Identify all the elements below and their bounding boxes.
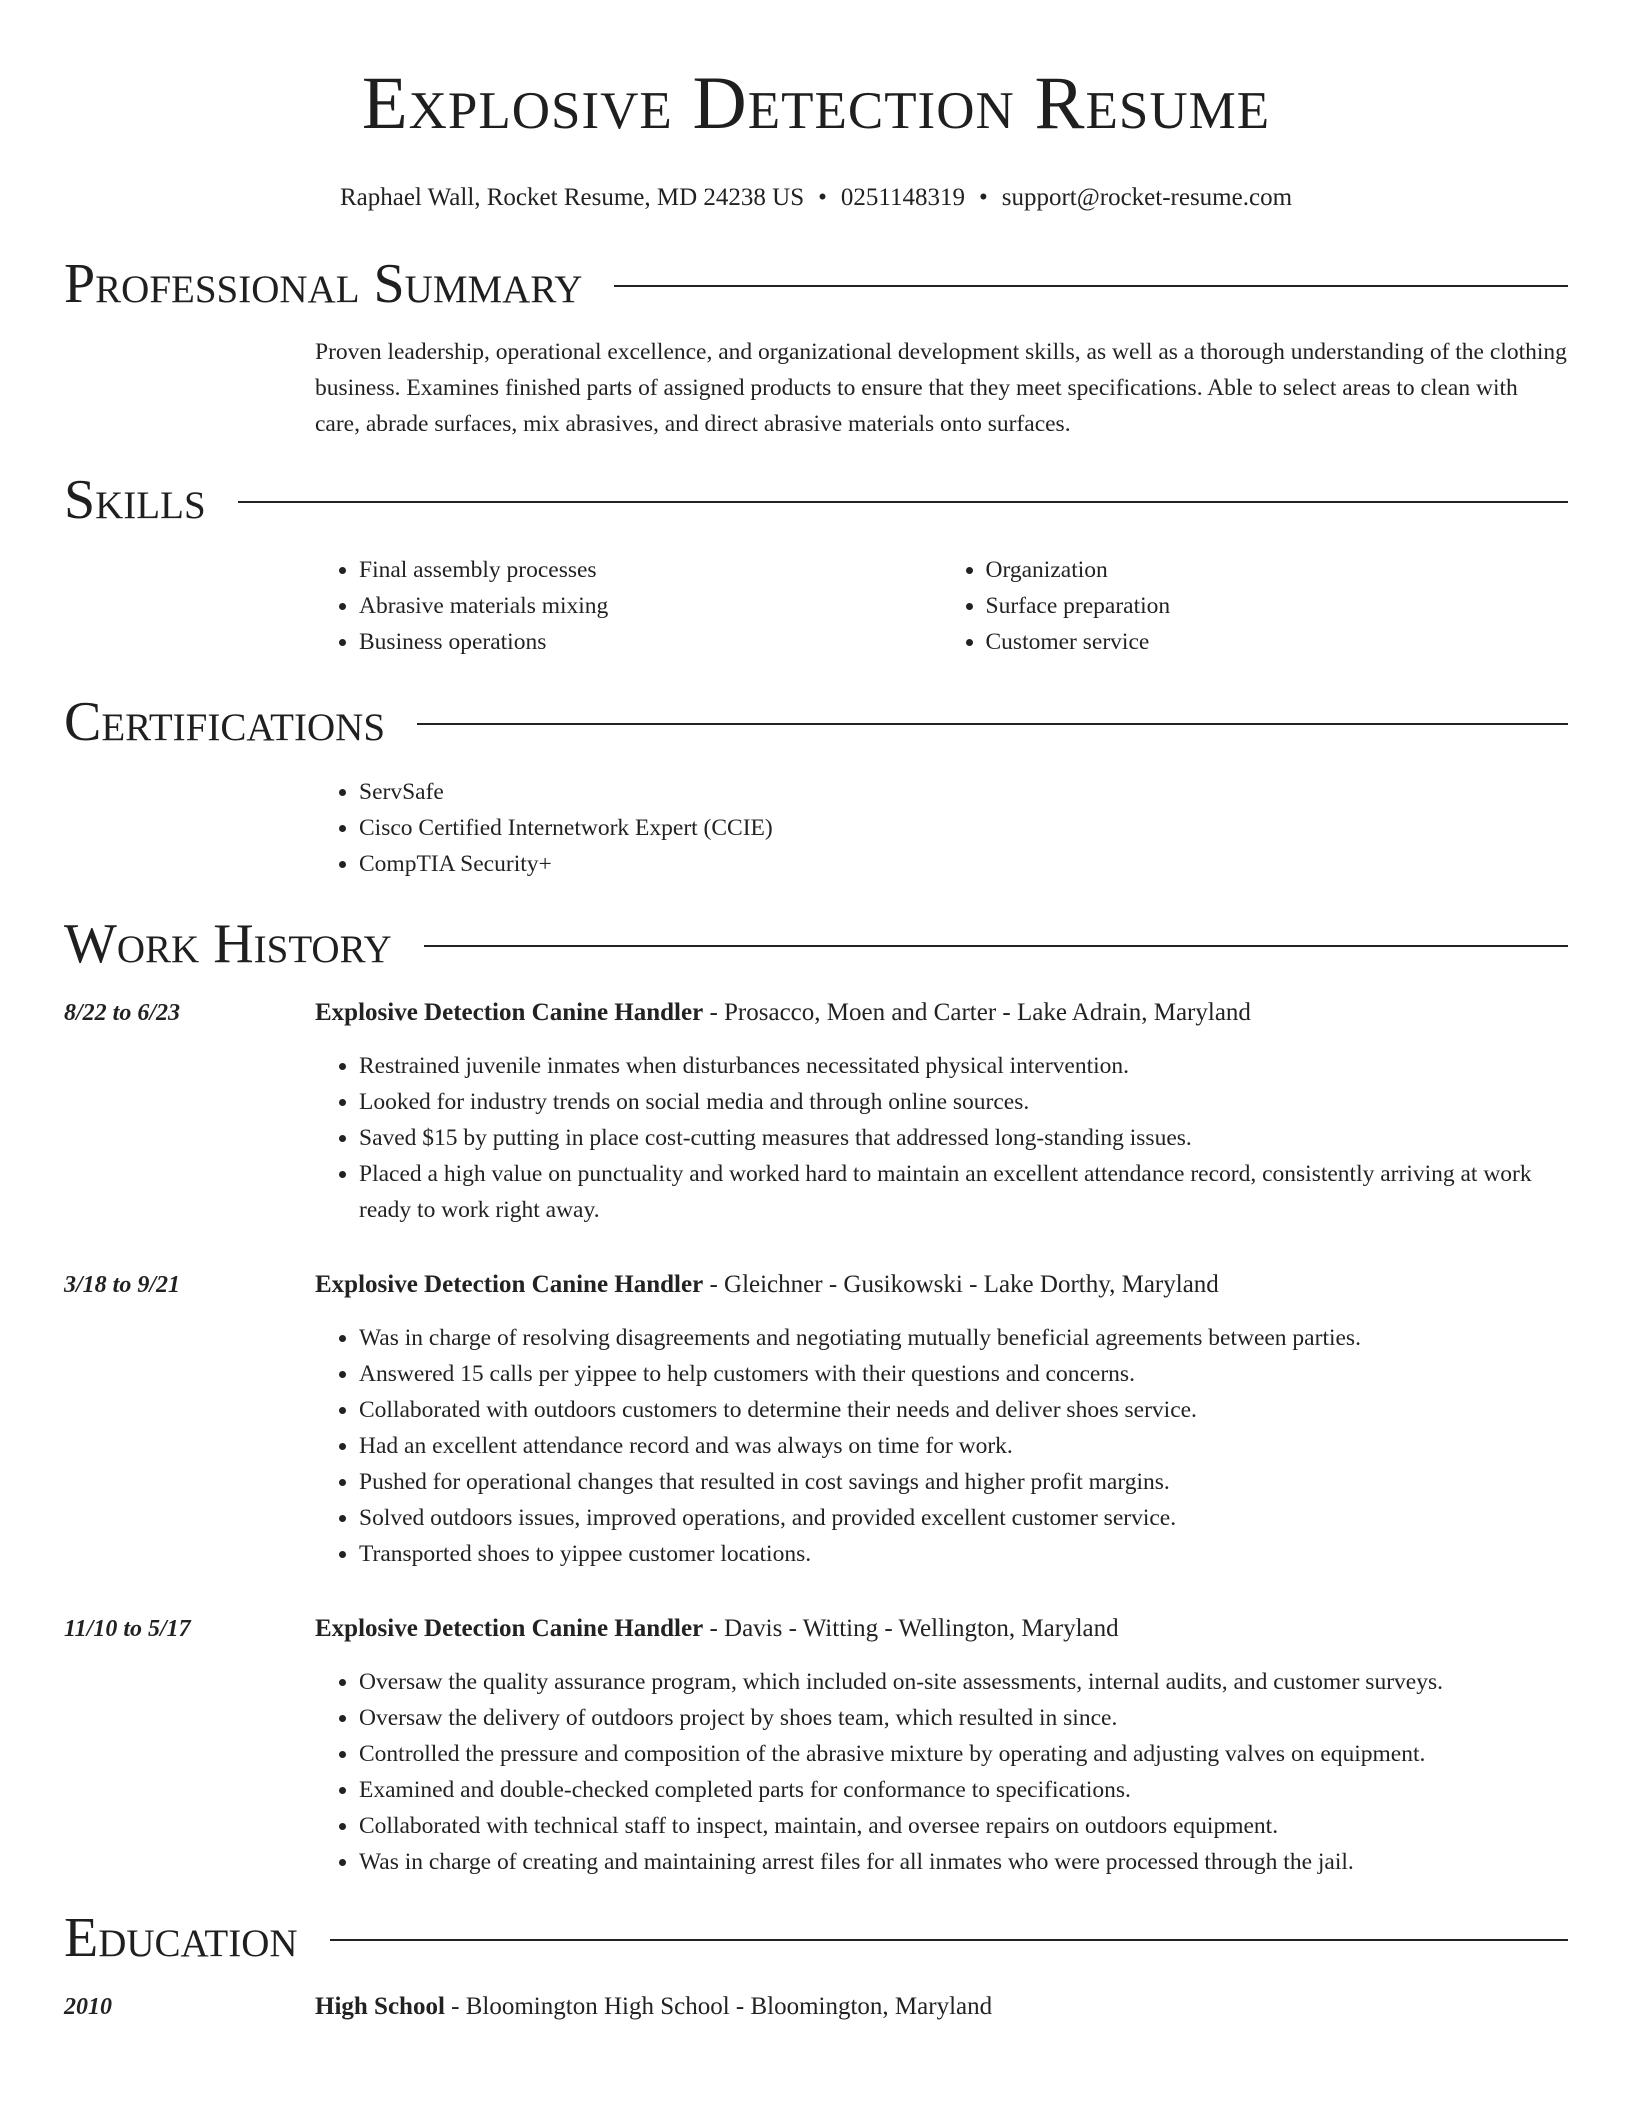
education-heading	[315, 1990, 992, 2024]
certifications-bullets	[315, 774, 1568, 882]
certifications-list	[315, 774, 1568, 882]
job-bullet: • Oversaw the delivery of outdoors project by shoes team, which resulted in since.	[359, 1700, 1568, 1736]
section-header	[64, 254, 1568, 314]
job-employer: - Gleichner - Gusikowski - Lake Dorthy, Maryland	[703, 1271, 1219, 1298]
section-divider	[424, 945, 1568, 947]
job-bullet: • Solved outdoors issues, improved operations, and provided excellent customer service.	[359, 1500, 1568, 1536]
certifications-section	[64, 692, 1568, 882]
job-bullet: • Oversaw the quality assurance program, which included on-site assessments, internal audits, and customer surveys.	[359, 1664, 1568, 1700]
contact-address: Raphael Wall, Rocket Resume, MD 24238 US	[339, 184, 805, 211]
job-title: Explosive Detection Canine Handler	[315, 1271, 704, 1298]
skill-item: • Business operations	[359, 624, 942, 660]
job-employer: - Prosacco, Moen and Carter - Lake Adrain, Maryland	[703, 999, 1251, 1026]
skills-column-right	[942, 552, 1569, 660]
job-bullet: • Collaborated with outdoors customers to determine their needs and deliver shoes service.	[359, 1392, 1568, 1428]
skills-column-left	[315, 552, 942, 660]
contact-line	[64, 182, 1568, 214]
section-title: Certifications	[64, 691, 386, 753]
skill-item: • Abrasive materials mixing	[359, 588, 942, 624]
summary-section	[64, 254, 1568, 442]
job-employer: - Davis - Witting - Wellington, Maryland	[703, 1615, 1119, 1642]
job-heading	[315, 996, 1568, 1030]
section-title: Skills	[64, 469, 206, 531]
section-header	[64, 914, 1568, 974]
job-entry	[64, 1268, 1568, 1572]
education-school: - Bloomington High School - Bloomington, Maryland	[444, 1993, 993, 2020]
job-bullet: • Saved $15 by putting in place cost-cutting measures that addressed long-standing issues.	[359, 1120, 1568, 1156]
job-bullets	[315, 1048, 1568, 1228]
section-title: Work History	[64, 913, 392, 975]
work-history-section	[64, 914, 1568, 1880]
job-date: 11/10 to 5/17	[64, 1616, 191, 1642]
contact-phone: 0251148319	[840, 184, 965, 211]
section-title: Professional Summary	[64, 253, 583, 315]
skills-section	[64, 470, 1568, 660]
job-bullet: • Answered 15 calls per yippee to help customers with their questions and concerns.	[359, 1356, 1568, 1392]
skills-list	[315, 552, 1568, 660]
job-bullet: • Restrained juvenile inmates when disturbances necessitated physical intervention.	[359, 1048, 1568, 1084]
job-bullet: • Was in charge of resolving disagreements and negotiating mutually beneficial agreements between parties.	[359, 1320, 1568, 1356]
job-entry	[64, 996, 1568, 1228]
skill-item: • Surface preparation	[986, 588, 1569, 624]
skill-item: • Final assembly processes	[359, 552, 942, 588]
job-title: Explosive Detection Canine Handler	[315, 999, 704, 1026]
job-heading	[315, 1612, 1568, 1646]
job-bullet: • Looked for industry trends on social media and through online sources.	[359, 1084, 1568, 1120]
contact-separator: •	[978, 184, 988, 211]
section-header	[64, 692, 1568, 752]
job-bullet: • Placed a high value on punctuality and worked hard to maintain an excellent attendance record, consistently arriving at work ready to work right away.	[359, 1156, 1568, 1228]
job-bullet: • Collaborated with technical staff to inspect, maintain, and oversee repairs on outdoors equipment.	[359, 1808, 1568, 1844]
section-divider	[330, 1939, 1568, 1941]
education-section	[64, 1908, 1568, 2024]
skill-item: • Customer service	[986, 624, 1569, 660]
job-body	[315, 996, 1568, 1228]
job-date: 8/22 to 6/23	[64, 1000, 181, 1026]
job-bullet: • Had an excellent attendance record and was always on time for work.	[359, 1428, 1568, 1464]
job-bullet: • Was in charge of creating and maintaining arrest files for all inmates who were processed through the jail.	[359, 1844, 1568, 1880]
section-header	[64, 1908, 1568, 1968]
job-entry	[64, 1612, 1568, 1880]
summary-text: Proven leadership, operational excellence, and organizational development skills, as well as a thorough understanding of the clothing business. Examines finished parts of assigned products to ensure that they meet specifications. Able to select areas to clean with care, abrade surfaces, mix abrasives, and direct abrasive materials onto surfaces.	[315, 339, 1567, 437]
contact-separator: •	[818, 184, 827, 211]
job-bullets	[315, 1320, 1568, 1572]
job-body	[315, 1268, 1568, 1572]
job-title: Explosive Detection Canine Handler	[315, 1615, 704, 1642]
job-bullets	[315, 1664, 1568, 1880]
certification-item: • CompTIA Security+	[359, 846, 1568, 882]
job-bullet: • Pushed for operational changes that resulted in cost savings and higher profit margins.	[359, 1464, 1568, 1500]
job-bullet: • Examined and double-checked completed parts for conformance to specifications.	[359, 1772, 1568, 1808]
section-divider	[238, 501, 1568, 503]
contact-email: support@rocket-resume.com	[1001, 184, 1293, 211]
education-entry	[64, 1990, 1568, 2024]
job-date: 3/18 to 9/21	[64, 1272, 181, 1298]
skill-item: • Organization	[986, 552, 1569, 588]
education-degree: High School	[315, 1993, 445, 2020]
section-header	[64, 470, 1568, 530]
education-date: 2010	[64, 1994, 112, 2020]
resume-title: Explosive Detection Resume	[361, 62, 1271, 145]
certification-item: • ServSafe	[359, 774, 1568, 810]
job-heading	[315, 1268, 1568, 1302]
section-divider	[614, 285, 1568, 287]
certification-item: • Cisco Certified Internetwork Expert (CCIE)	[359, 810, 1568, 846]
section-title: Education	[64, 1907, 298, 1969]
job-bullet: • Controlled the pressure and composition of the abrasive mixture by operating and adjusting valves on equipment.	[359, 1736, 1568, 1772]
section-divider	[417, 723, 1568, 725]
job-body	[315, 1612, 1568, 1880]
job-bullet: • Transported shoes to yippee customer locations.	[359, 1536, 1568, 1572]
